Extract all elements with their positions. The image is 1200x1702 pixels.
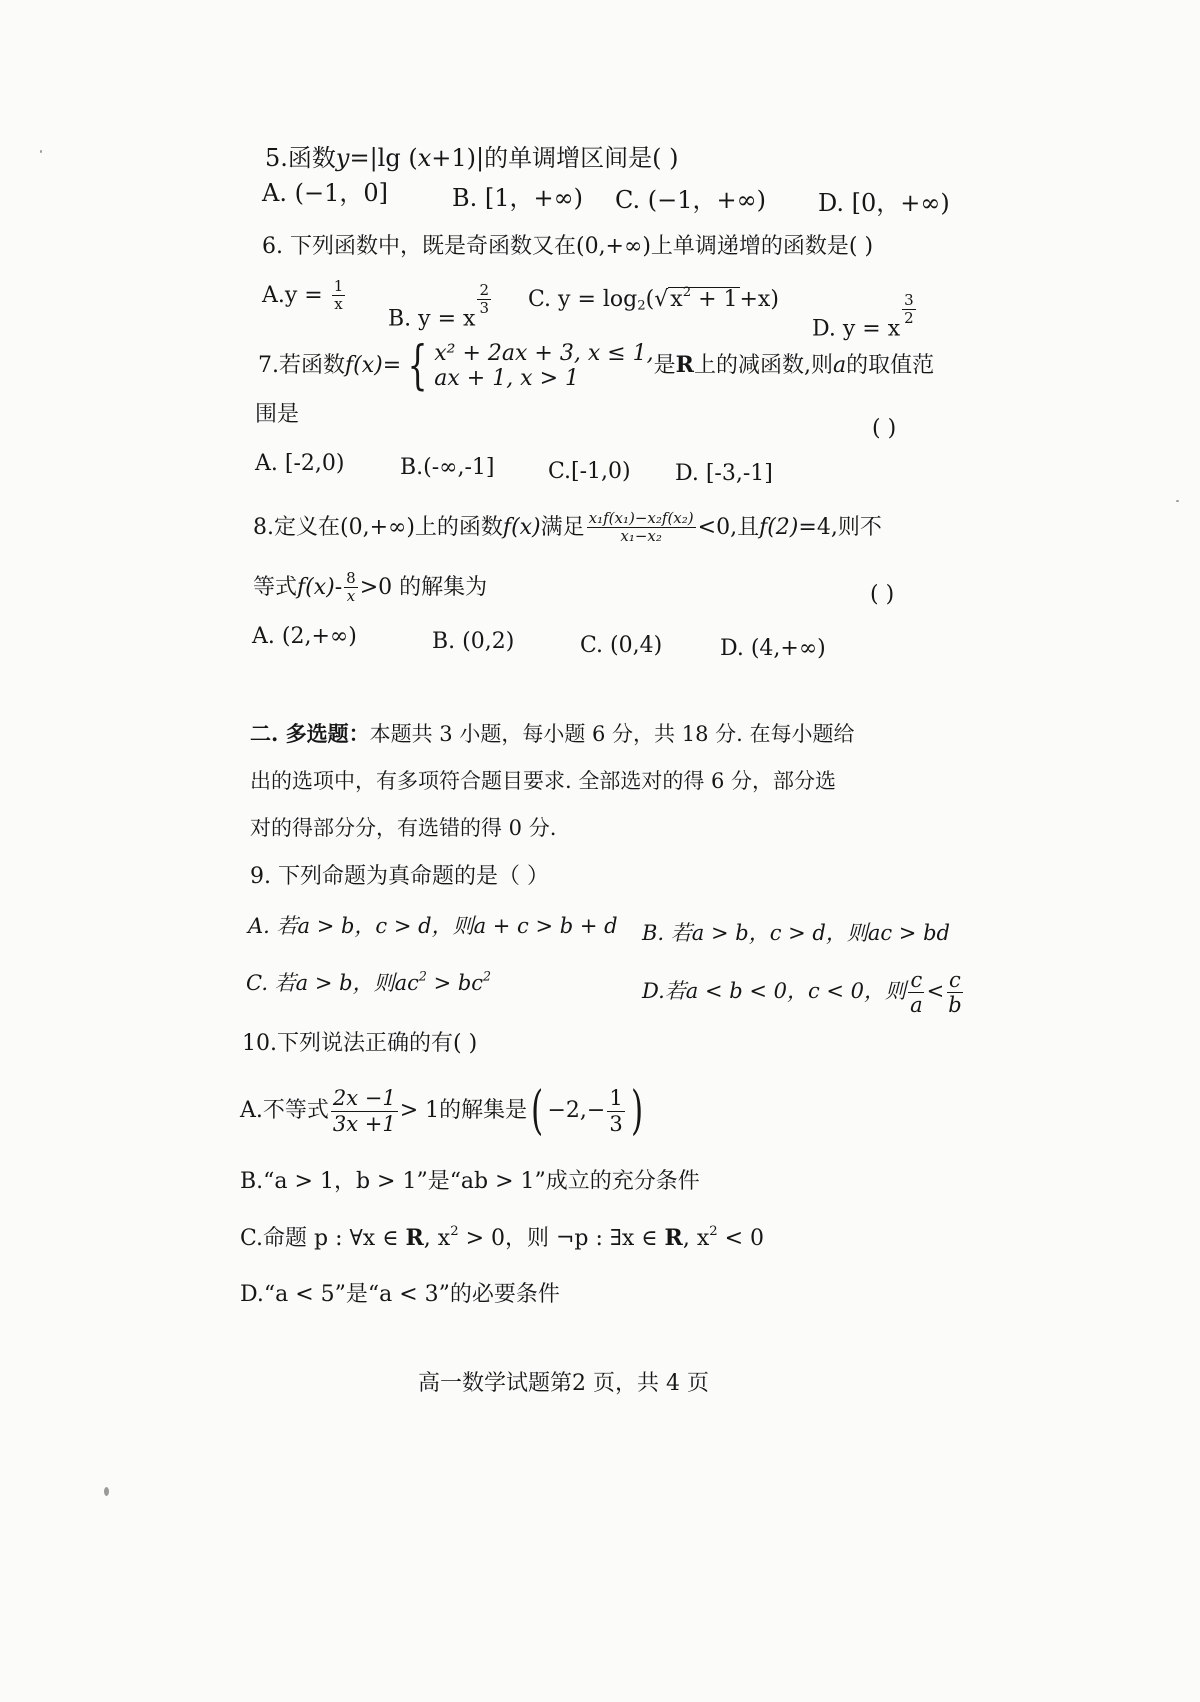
q8-option-a: A. (2,+∞) [252, 624, 357, 649]
q8-option-b: B. (0,2) [432, 629, 515, 654]
q10-option-d: D.“a < 5”是“a < 3”的必要条件 [240, 1282, 560, 1307]
q6-d-exponent: 3 2 [904, 291, 914, 328]
q7-piecewise: x² + 2ax + 3, x ≤ 1, ax + 1, x > 1 [434, 340, 654, 391]
q8-inequality-fraction: $\frac{8}{x}$ [346, 569, 356, 606]
q8-option-c: C. (0,4) [580, 633, 663, 658]
section2-instructions-line1: 二. 多选题：本题共 3 小题，每小题 6 分，共 18 分. 在每小题给 [250, 721, 855, 746]
q10-a-fraction: $\frac{2x -1}{3x +1}$ [332, 1086, 396, 1136]
q7-stem: 7.若函数f(x)= { x² + 2ax + 3, x ≤ 1, ax + 1, x > 1 是R上的减函数,则a的取值范 [258, 336, 935, 396]
q8-condition-fraction: $\frac{\text{x₁f(x₁)−x₂f(x₂)}}{\text{x₁−x₂}}$ [588, 509, 694, 546]
q6-option-d: D. y = x 3 2 [812, 292, 918, 342]
section2-title: 二. 多选题： [250, 721, 370, 746]
q10-option-c: C.命题 p : ∀x ∈ R, $x^2 > 0$，则 ¬p : ∃x ∈ R, $x^2 < 0$ [240, 1224, 765, 1251]
q9-option-d: D.若a < b < 0，c < 0，则 $\frac{c}{a}$ < $\frac{c}{b}$ [642, 968, 962, 1018]
q7-option-d: D. [-3,-1] [675, 461, 773, 486]
q6-option-c: C. $y = \log_2(√x^2 + 1+x)$ [528, 285, 779, 314]
q6-c-radicand: $x^2 + 1$ [670, 285, 738, 312]
scan-speck [1176, 500, 1179, 502]
q8-option-d: D. (4,+∞) [720, 636, 826, 661]
section2-instructions-line2: 出的选项中，有多项符合题目要求. 全部选对的得 6 分，部分选 [250, 769, 837, 793]
q5-option-c: C. (−1，+∞) [615, 186, 766, 214]
q7-option-b: B.(-∞,-1] [400, 455, 495, 480]
q10-option-b: B.“a > 1，b > 1”是“ab > 1”成立的充分条件 [240, 1169, 700, 1194]
q8-answer-paren: ( ) [870, 582, 895, 607]
q6-option-b: B. y = x 2 3 [388, 282, 493, 332]
q5-option-d: D. [0，+∞) [818, 189, 950, 217]
q5-stem: 5.函数y=|lg (x+1)|的单调增区间是( ) [265, 144, 679, 172]
q7-option-a: A. [-2,0) [255, 451, 345, 476]
scan-speck [40, 150, 42, 153]
q9-d-fraction-left: $\frac{c}{a}$ [910, 968, 923, 1018]
q10-a-interval-fraction: $\frac{1}{3}$ [609, 1086, 623, 1136]
q7-option-c: C.[-1,0) [548, 459, 631, 484]
q10-option-a: A.不等式 $\frac{2x -1}{3x +1}$ > 1的解集是( −2,− $\frac{1}{3}$ ) [240, 1081, 643, 1141]
q7-answer-paren: ( ) [872, 416, 897, 441]
q8-stem-line2: 等式f(x)- $\frac{8}{x}$ >0 的解集为 [253, 569, 488, 606]
q9-d-fraction-right: $\frac{c}{b}$ [948, 968, 962, 1018]
q9-option-a: A. 若a > b，c > d，则a + c > b + d [248, 914, 618, 938]
page-footer: 高一数学试题第2 页，共 4 页 [418, 1371, 709, 1396]
q9-stem: 9. 下列命题为真命题的是（ ） [250, 864, 549, 889]
section2-instructions-line3: 对的得部分分，有选错的得 0 分. [250, 816, 557, 840]
q5-option-b: B. [1，+∞) [452, 184, 583, 212]
q5-option-a: A. (−1，0] [262, 179, 388, 207]
q8-stem: 8.定义在(0,+∞)上的函数f(x)满足 $\frac{\text{x₁f(x₁)−x₂f(x₂)}}{\text{x₁−x₂}}$ <0,且f(2)=4,则不 [253, 509, 882, 546]
scan-speck [104, 1487, 109, 1496]
q9-option-c: C. 若a > b，则$ac^2 > bc^2$ [246, 968, 492, 995]
q7-stem-line2: 围是 [255, 402, 300, 427]
q10-stem: 10.下列说法正确的有( ) [242, 1031, 478, 1056]
q6-option-a: A.y = $\frac{1}{x}$ [262, 277, 344, 314]
q9-option-b: B. 若a > b，c > d，则ac > bd [642, 921, 950, 945]
q6-b-exponent: 2 3 [479, 281, 489, 318]
q6-stem: 6. 下列函数中，既是奇函数又在(0,+∞)上单调递增的函数是( ) [262, 234, 874, 259]
q6-a-fraction: $\frac{1}{x}$ [333, 277, 344, 314]
